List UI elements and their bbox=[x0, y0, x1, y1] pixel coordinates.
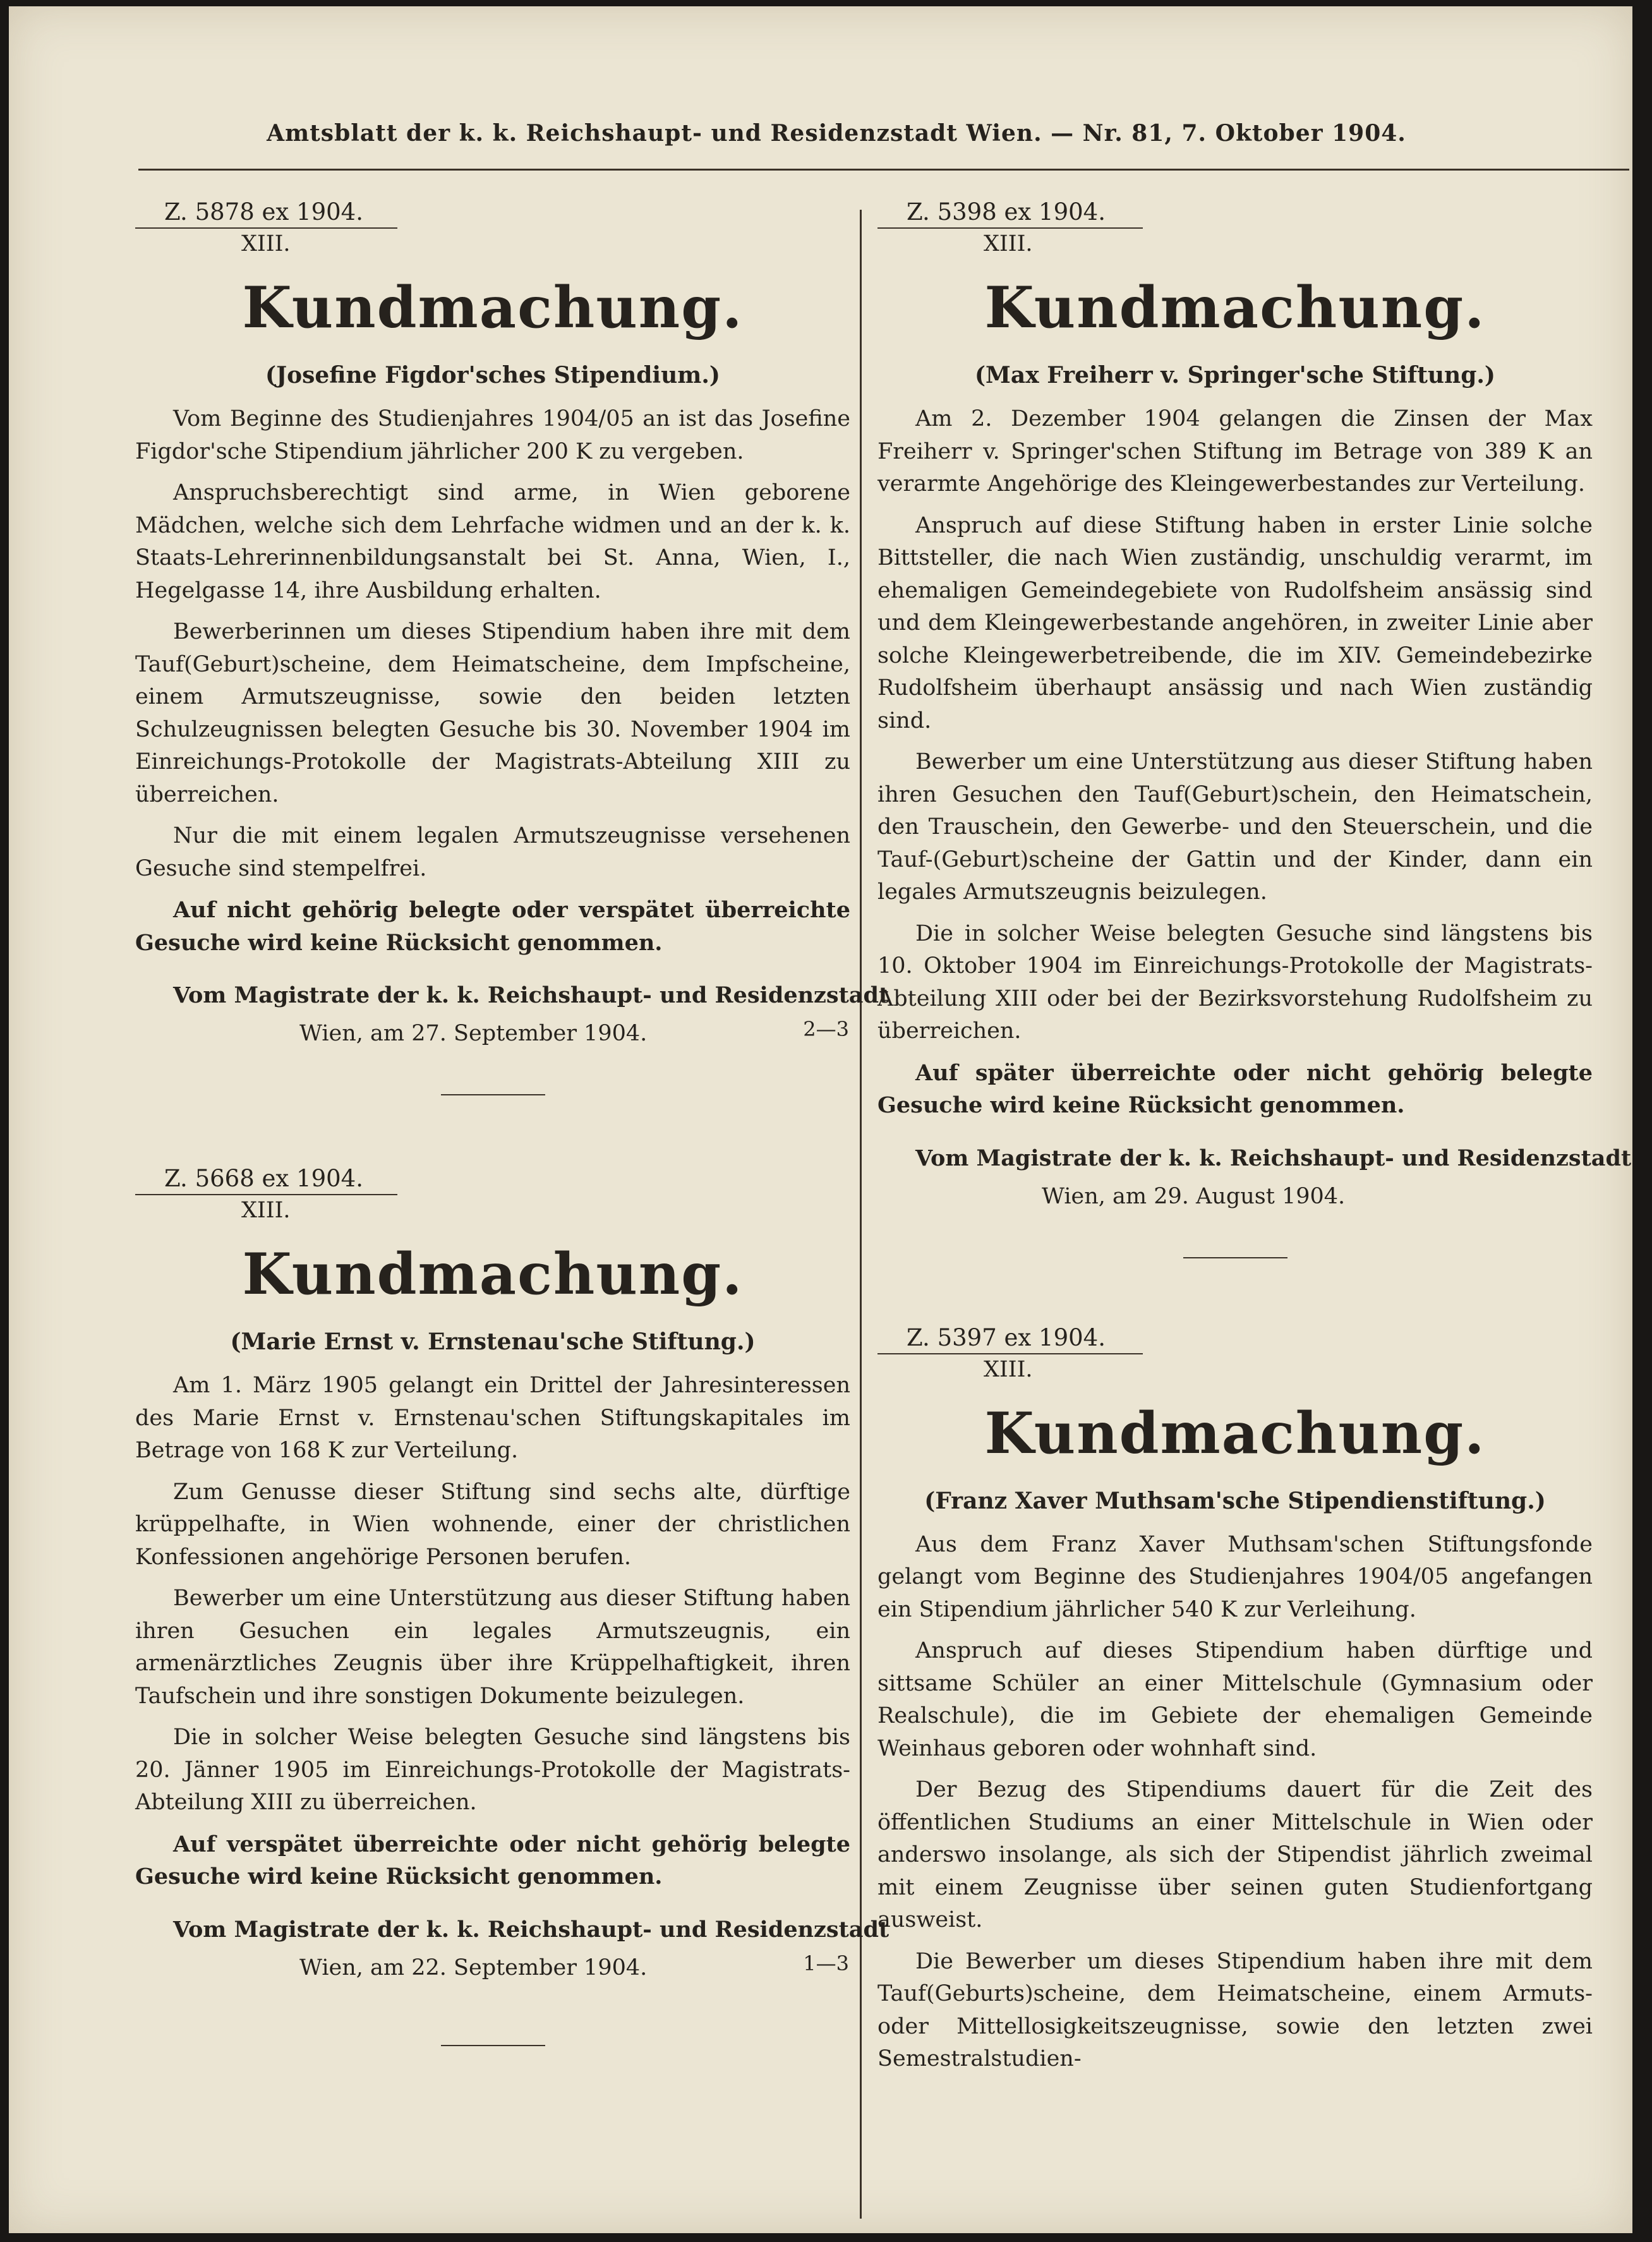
notice-subtitle: (Josefine Figdor'sches Stipendium.) bbox=[265, 362, 720, 389]
notice-springer bbox=[877, 196, 1632, 1213]
department: XIII. bbox=[984, 1356, 1033, 1382]
paragraph: Die in solcher Weise belegten Gesuche sind längstens bis 20. Jänner 1905 im Einreichungs-Protokolle der Magistrats-Abteilung XIII zu überreichen. bbox=[135, 1725, 850, 1815]
reference-number: Z. 5397 ex 1904. bbox=[877, 1322, 1143, 1354]
signature-authority: Vom Magistrate der k. k. Reichshaupt- und Residenzstadt bbox=[173, 982, 889, 1008]
paragraph: Am 2. Dezember 1904 gelangen die Zinsen der Max Freiherr v. Springer'schen Stiftung im Betrage von 389 K an verarmte Angehörige des Kleingewerbestandes zur Verteilung. bbox=[877, 406, 1593, 497]
paragraph: Bewerber um eine Unterstützung aus dieser Stiftung haben ihren Gesuchen den Tauf(Geburt)schein, den Heimatschein, den Trauschein, den Gewerbe- und den Steuerschein, und die Tauf-(Geburt)scheine der Gattin und der Kinder, dann ein legales Armutszeugnis beizulegen. bbox=[877, 749, 1593, 905]
notice-muthsam bbox=[877, 1322, 1593, 2076]
right-column bbox=[877, 196, 1632, 2085]
paragraph: Die Bewerber um dieses Stipendium haben ihre mit dem Tauf(Geburts)scheine, dem Heimatscheine, einem Armuts- oder Mittellosigkeitszeugnisse, sowie den letzten zwei Semestralstudien- bbox=[877, 1948, 1593, 2071]
paragraph: Die in solcher Weise belegten Gesuche sind längstens bis 10. Oktober 1904 im Einreichungs-Protokolle der Magistrats-Abteilung XIII oder bei der Bezirksvorstehung Rudolfsheim zu überreichen. bbox=[877, 920, 1593, 1044]
notice-subtitle: (Max Freiherr v. Springer'sche Stiftung.) bbox=[975, 362, 1495, 389]
paragraph: Anspruch auf diese Stiftung haben in erster Linie solche Bittsteller, die nach Wien zuständig, unschuldig verarmt, im ehemaligen Gemeindegebiete von Rudolfsheim ansässig sind und dem Kleingewerbestande angehören, in zweiter Linie aber solche Kleingewerbetreibende, die im XIV. Gemeindebezirke Rudolfsheim überhaupt ansässig und nach Wien zuständig sind. bbox=[877, 512, 1593, 733]
signature-date: Wien, am 22. September 1904. bbox=[299, 1955, 648, 1980]
reference-number: Z. 5668 ex 1904. bbox=[135, 1162, 397, 1195]
reference-number: Z. 5878 ex 1904. bbox=[135, 196, 397, 229]
page-header: Amtsblatt der k. k. Reichshaupt- und Residenzstadt Wien. — Nr. 81, 7. Oktober 1904. bbox=[267, 120, 1406, 147]
closing-note: Auf später überreichte oder nicht gehörig belegte Gesuche wird keine Rücksicht genommen. bbox=[877, 1059, 1593, 1118]
notice-ernst bbox=[135, 1162, 889, 1984]
left-column bbox=[135, 196, 889, 2046]
sequence-number: 1—3 bbox=[803, 1951, 849, 1975]
reference-number: Z. 5398 ex 1904. bbox=[877, 196, 1143, 229]
department: XIII. bbox=[241, 231, 291, 256]
sequence-number: 2—3 bbox=[803, 1017, 849, 1041]
department: XIII. bbox=[984, 231, 1033, 256]
paragraph: Aus dem Franz Xaver Muthsam'schen Stiftungsfonde gelangt vom Beginne des Studienjahres 1904/05 angefangen ein Stipendium jährlicher 540 K zur Verleihung. bbox=[877, 1531, 1593, 1622]
section-separator bbox=[441, 2045, 545, 2046]
closing-note: Auf verspätet überreichte oder nicht gehörig belegte Gesuche wird keine Rücksicht genommen. bbox=[135, 1831, 850, 1889]
signature-date: Wien, am 27. September 1904. bbox=[299, 1021, 648, 1046]
department: XIII. bbox=[241, 1198, 291, 1223]
signature-date: Wien, am 29. August 1904. bbox=[1042, 1183, 1346, 1209]
paragraph: Vom Beginne des Studienjahres 1904/05 an ist das Josefine Figdor'sche Stipendium jährlicher 200 K zu vergeben. bbox=[135, 406, 850, 464]
closing-note: Auf nicht gehörig belegte oder verspätet überreichte Gesuche wird keine Rücksicht genommen. bbox=[135, 897, 850, 956]
signature-authority: Vom Magistrate der k. k. Reichshaupt- und Residenzstadt bbox=[915, 1145, 1632, 1171]
paragraph: Anspruch auf dieses Stipendium haben dürftige und sittsame Schüler an einer Mittelschule (Gymnasium oder Realschule), die im Gebiete der ehemaligen Gemeinde Weinhaus geboren oder wohnhaft sind. bbox=[877, 1638, 1593, 1761]
paragraph: Zum Genusse dieser Stiftung sind sechs alte, dürftige krüppelhafte, in Wien wohnende, einer der christlichen Konfessionen angehörige Personen berufen. bbox=[135, 1479, 850, 1570]
paragraph: Bewerber um eine Unterstützung aus dieser Stiftung haben ihren Gesuchen ein legales Armutszeugnis, ein armenärztliches Zeugnis über ihre Krüppelhaftigkeit, ihren Taufschein und ihre sonstigen Dokumente beizulegen. bbox=[135, 1586, 850, 1709]
signature-authority: Vom Magistrate der k. k. Reichshaupt- und Residenzstadt bbox=[173, 1916, 889, 1943]
paragraph: Der Bezug des Stipendiums dauert für die Zeit des öffentlichen Studiums an einer Mittelschule in Wien oder anderswo insolange, als sich der Stipendist jährlich zweimal mit einem Zeugnisse über seinen guten Studienfortgang ausweist. bbox=[877, 1777, 1593, 1932]
notice-title: Kundmachung. bbox=[242, 1241, 744, 1308]
paragraph: Nur die mit einem legalen Armutszeugnisse versehenen Gesuche sind stempelfrei. bbox=[135, 823, 850, 881]
header-rule bbox=[138, 169, 1629, 171]
notice-subtitle: (Franz Xaver Muthsam'sche Stipendienstiftung.) bbox=[924, 1487, 1546, 1514]
notice-subtitle: (Marie Ernst v. Ernstenau'sche Stiftung.) bbox=[230, 1329, 756, 1355]
notice-figdor bbox=[135, 196, 889, 1050]
paragraph: Anspruchsberechtigt sind arme, in Wien geborene Mädchen, welche sich dem Lehrfache widmen und an der k. k. Staats-Lehrerinnenbildungsanstalt bei St. Anna, Wien, I., Hegelgasse 14, ihre Ausbildung erhalten. bbox=[135, 480, 850, 603]
notice-title: Kundmachung. bbox=[984, 1399, 1486, 1467]
notice-title: Kundmachung. bbox=[984, 274, 1486, 341]
paragraph: Am 1. März 1905 gelangt ein Drittel der Jahresinteressen des Marie Ernst v. Ernstenau'schen Stiftungskapitales im Betrage von 168 K zur Verteilung. bbox=[135, 1373, 850, 1463]
notice-title: Kundmachung. bbox=[242, 274, 744, 341]
newspaper-page bbox=[9, 6, 1632, 2233]
paragraph: Bewerberinnen um dieses Stipendium haben ihre mit dem Tauf(Geburt)scheine, dem Heimatscheine, dem Impfscheine, einem Armutszeugnisse, sowie den beiden letzten Schulzeugnissen belegten Gesuche bis 30. November 1904 im Einreichungs-Protokolle der Magistrats-Abteilung XIII zu überreichen. bbox=[135, 619, 850, 807]
